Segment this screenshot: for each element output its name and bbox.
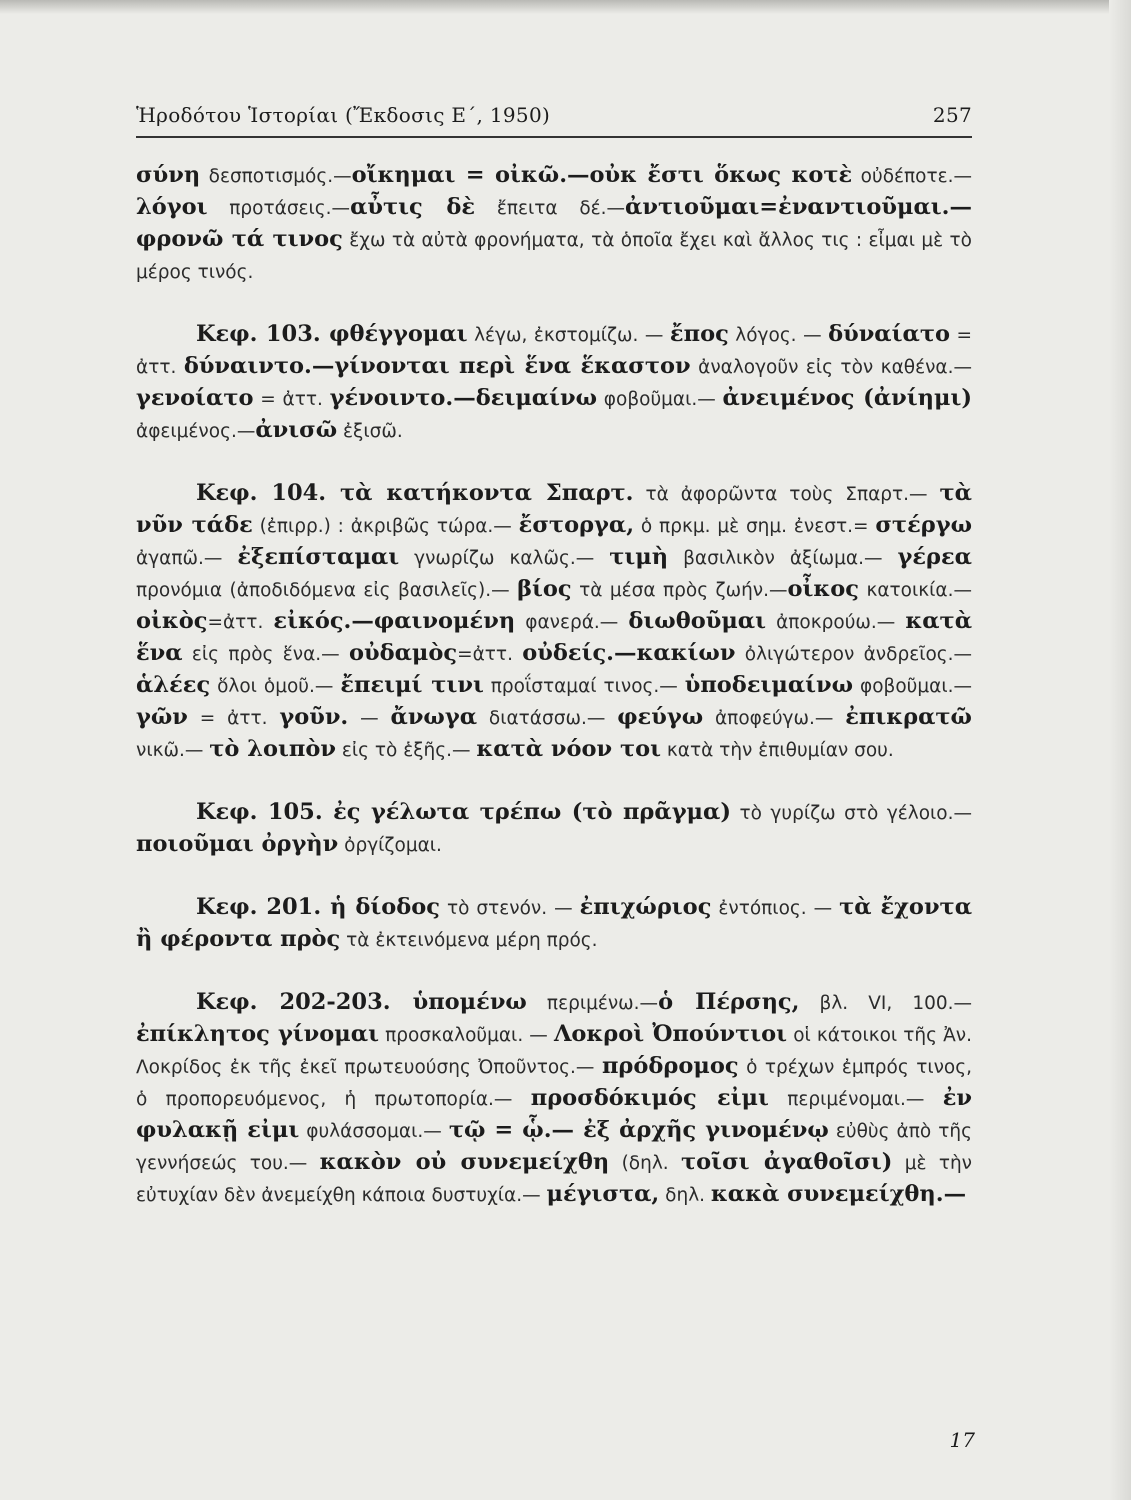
glossary-term: οἶκος <box>787 576 859 602</box>
glossary-term: ὑποδειμαίνω <box>684 672 854 698</box>
glossary-definition: (δηλ. <box>609 1153 682 1174</box>
glossary-term: βίος <box>517 576 572 602</box>
glossary-term: ἄνωγα <box>390 704 478 730</box>
glossary-definition: ἔχω τὰ αὐτὰ φρονήματα, τὰ ὁποῖα ἔχει καὶ ἄλλος τις : εἶμαι μὲ τὸ μέρος τινός. <box>136 230 972 283</box>
glossary-definition: προσκαλοῦμαι. — <box>378 1025 554 1046</box>
glossary-term: δύναιντο.—γίνονται περὶ ἕνα ἕκαστον <box>183 353 691 379</box>
glossary-term: κακὸν οὐ συνεμείχθη <box>319 1149 610 1175</box>
glossary-paragraph <box>136 160 972 288</box>
glossary-term: οἴκημαι = οἰκῶ.—οὐκ ἔστι ὅκως κοτὲ <box>351 162 853 188</box>
glossary-definition: εἰς τὸ ἑξῆς.— <box>336 740 477 761</box>
glossary-definition: ἀγαπῶ.— <box>136 548 238 569</box>
glossary-term: Κεφ. 104. τὰ κατήκοντα Σπαρτ. <box>196 480 634 506</box>
glossary-term: ἀντιοῦμαι=ἐναντιοῦμαι.— φρονῶ τά τινος <box>136 194 973 252</box>
glossary-term: φεύγω <box>617 704 704 730</box>
glossary-definition: τὸ στενόν. — <box>439 898 580 919</box>
glossary-term: τὸ λοιπὸν <box>209 736 337 762</box>
glossary-definition: φυλάσσομαι.— <box>299 1121 449 1142</box>
glossary-term: ποιοῦμαι ὀργὴν <box>136 831 339 857</box>
glossary-term: μέγιστα, <box>546 1181 660 1207</box>
glossary-definition: ὁ τρέχων ἐμπρός τινος, ὁ προπορευόμενος, ἡ πρωτοπορία.— <box>136 1057 972 1110</box>
glossary-definition: δεσποτισμός.— <box>200 166 352 187</box>
glossary-definition: προτάσεις.— <box>207 198 351 219</box>
glossary-term: διωθοῦμαι <box>628 608 767 634</box>
glossary-definition: μὲ τὴν εὐτυχίαν δὲν ἀνεμείχθη κάποια δυστυχία.— <box>136 1153 973 1206</box>
glossary-paragraph <box>136 987 972 1211</box>
glossary-definition: φοβοῦμαι.— <box>853 676 972 697</box>
glossary-definition: ἔπειτα δέ.— <box>475 198 626 219</box>
glossary-term: αὖτις δὲ <box>350 194 476 220</box>
glossary-definition: = ἀττ. <box>253 389 330 410</box>
glossary-term: γέρεα <box>897 544 972 570</box>
glossary-term: ἐν φυλακῇ εἰμι <box>136 1085 972 1143</box>
glossary-term: Κεφ. 202-203. ὑπομένω <box>196 989 527 1015</box>
glossary-term: δύναίατο <box>828 321 950 347</box>
glossary-term: ἔστοργα, <box>518 512 635 538</box>
glossary-term: γενοίατο <box>136 385 254 411</box>
glossary-definition: φανερά.— <box>515 612 629 633</box>
glossary-term: τὰ ἔχοντα ἢ φέροντα πρὸς <box>136 894 973 952</box>
glossary-definition: οὐδέποτε.— <box>852 166 972 187</box>
glossary-paragraph <box>136 797 972 861</box>
glossary-definition: κατὰ τὴν ἐπιθυμίαν σου. <box>660 740 894 761</box>
glossary-term: Κεφ. 201. ἡ δίοδος <box>196 894 440 920</box>
glossary-term: γῶν <box>136 704 188 730</box>
glossary-term: κατὰ νόον τοι <box>476 736 661 762</box>
glossary-term: γένοιντο.—δειμαίνω <box>329 385 598 411</box>
glossary-term: τοῖσι ἀγαθοῖσι) <box>681 1149 893 1175</box>
glossary-definition: ὀργίζομαι. <box>338 835 442 856</box>
running-title: Ἡροδότου Ἱστορίαι (Ἔκδοσις Ε΄, 1950) <box>136 103 551 127</box>
glossary-definition: ἀφειμένος.— <box>136 421 256 442</box>
signature-mark: 17 <box>949 1428 975 1452</box>
glossary-term: στέργω <box>875 512 972 538</box>
running-header <box>136 103 972 127</box>
glossary-term: σύνη <box>136 162 201 188</box>
glossary-definition: νικῶ.— <box>136 740 210 761</box>
glossary-term: ἀνειμένος (ἀνίημι) <box>722 385 972 411</box>
glossary-definition: ἐξισῶ. <box>337 421 403 442</box>
glossary-definition: περιμένομαι.— <box>768 1089 943 1110</box>
glossary-definition: διατάσσω.— <box>477 708 618 729</box>
glossary-term: ἐπικρατῶ <box>845 704 972 730</box>
glossary-term: ἐξεπίσταμαι <box>237 544 400 570</box>
glossary-term: εἰκός.—φαινομένη <box>273 608 516 634</box>
glossary-definition: δηλ. <box>659 1185 711 1206</box>
glossary-term: ἔπειμί τινι <box>340 672 484 698</box>
glossary-definition: περιμένω.— <box>526 993 659 1014</box>
glossary-term: λόγοι <box>136 194 208 220</box>
glossary-definition: (ἐπιρρ.) : ἀκριβῶς τώρα.— <box>252 516 519 537</box>
glossary-body <box>136 160 972 1242</box>
glossary-term: ἐπίκλητος γίνομαι <box>136 1021 379 1047</box>
glossary-definition: εἰς πρὸς ἕνα.— <box>182 644 349 665</box>
glossary-definition: ὅλοι ὁμοῦ.— <box>210 676 341 697</box>
glossary-term: γοῦν. <box>279 704 349 730</box>
glossary-term: πρόδρομος <box>601 1053 739 1079</box>
glossary-definition: βλ. VI, 100.— <box>799 993 973 1014</box>
glossary-term: Κεφ. 105. ἐς γέλωτα τρέπω (τὸ πρᾶγμα) <box>196 799 731 825</box>
glossary-term: ὁ Πέρσης, <box>658 989 800 1015</box>
glossary-definition: τὸ γυρίζω στὸ γέλοιο.— <box>730 803 972 824</box>
glossary-definition: προνόμια (ἀποδιδόμενα εἰς βασιλεῖς).— <box>136 580 518 601</box>
glossary-definition: τὰ ἐκτεινόμενα μέρη πρός. <box>340 930 598 951</box>
glossary-definition: ἀποφεύγω.— <box>703 708 846 729</box>
glossary-term: Κεφ. 103. φθέγγομαι <box>196 321 468 347</box>
glossary-term: τιμὴ <box>609 544 669 570</box>
glossary-definition: =ἀττ. <box>457 644 523 665</box>
glossary-term: οὐδείς.—κακίων <box>522 640 736 666</box>
page-right-shadow <box>1109 0 1131 1500</box>
glossary-definition: φοβοῦμαι.— <box>597 389 723 410</box>
glossary-definition: ἀναλογοῦν εἰς τὸν καθένα.— <box>690 357 972 378</box>
glossary-definition: — <box>348 708 391 729</box>
glossary-term: οὐδαμὸς <box>348 640 458 666</box>
glossary-definition: λέγω, ἐκστομίζω. — <box>467 325 670 346</box>
glossary-definition: = ἀττ. <box>136 325 972 378</box>
glossary-definition: ἐντόπιος. — <box>711 898 840 919</box>
glossary-definition: εὐθὺς ἀπὸ τῆς γεννήσεώς του.— <box>136 1121 972 1174</box>
page-number: 257 <box>932 103 972 127</box>
glossary-definition: λόγος. — <box>728 325 829 346</box>
glossary-term: κατὰ ἕνα <box>136 608 973 666</box>
header-rule <box>136 136 972 138</box>
glossary-definition: βασιλικὸν ἀξίωμα.— <box>668 548 898 569</box>
glossary-definition: γνωρίζω καλῶς.— <box>399 548 610 569</box>
glossary-paragraph <box>136 319 972 447</box>
glossary-term: τῷ = ᾧ.— ἐξ ἀρχῆς γινομένῳ <box>448 1117 829 1143</box>
glossary-definition: ὀλιγώτερον ἀνδρεῖος.— <box>735 644 973 665</box>
glossary-definition: τὰ μέσα πρὸς ζωήν.— <box>571 580 788 601</box>
glossary-definition: =ἀττ. <box>207 612 274 633</box>
glossary-term: προσδόκιμός εἰμι <box>530 1085 769 1111</box>
glossary-term: κακὰ συνεμείχθη.— <box>710 1181 967 1207</box>
glossary-term: Λοκροὶ Ὀπούντιοι <box>553 1021 788 1047</box>
glossary-term: ἔπος <box>669 321 729 347</box>
page-top-shadow <box>0 0 1131 14</box>
glossary-term: τὰ νῦν τάδε <box>136 480 972 538</box>
glossary-definition: οἱ κάτοικοι τῆς Ἀν. Λοκρίδος ἐκ τῆς ἐκεῖ πρωτευούσης Ὀποῦντος.— <box>136 1025 972 1078</box>
glossary-term: ἁλέες <box>136 672 211 698</box>
glossary-definition: = ἀττ. <box>187 708 280 729</box>
glossary-definition: ὁ πρκμ. μὲ σημ. ἐνεστ.= <box>634 516 876 537</box>
glossary-definition: τὰ ἀφορῶντα τοὺς Σπαρτ.— <box>633 484 940 505</box>
glossary-term: ἐπιχώριος <box>579 894 712 920</box>
glossary-term: ἀνισῶ <box>255 417 338 443</box>
glossary-definition: προΐσταμαί τινος.— <box>483 676 685 697</box>
glossary-paragraph <box>136 892 972 956</box>
glossary-definition: κατοικία.— <box>858 580 972 601</box>
glossary-term: οἰκὸς <box>136 608 208 634</box>
glossary-definition: ἀποκρούω.— <box>766 612 906 633</box>
glossary-paragraph <box>136 478 972 766</box>
